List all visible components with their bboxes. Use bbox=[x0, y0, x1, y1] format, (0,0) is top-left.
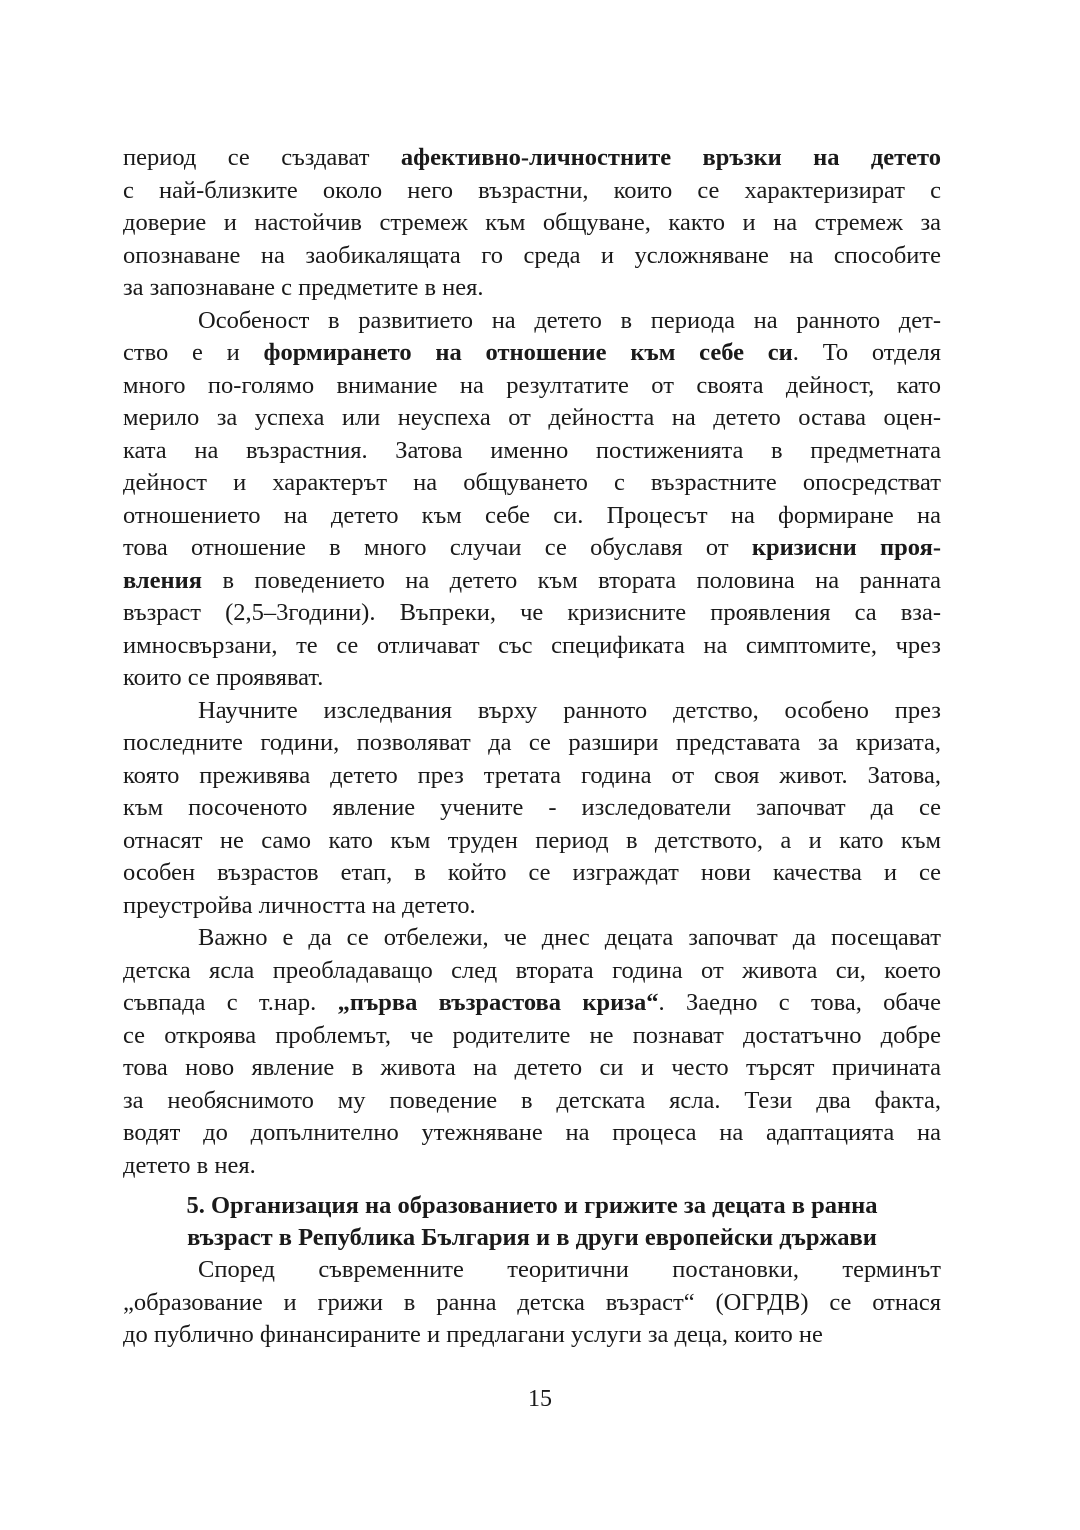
text-line bbox=[123, 467, 941, 500]
text-run: опознаване на заобикалящата го среда и усложняване на способите bbox=[123, 241, 941, 269]
text-run: към посоченото явление учените - изследователи започват да се bbox=[123, 794, 941, 821]
text-run: мерило за успеха или неуспеха от дейността на детето остава оцен- bbox=[123, 404, 941, 431]
text-line bbox=[123, 1319, 941, 1352]
bold-term: „първа възрастова криза“ bbox=[337, 989, 659, 1016]
text-run: детето в нея. bbox=[123, 1151, 256, 1179]
text-line bbox=[123, 1117, 941, 1150]
text-line bbox=[123, 825, 941, 858]
text-line bbox=[123, 597, 941, 630]
text-run: това отношение в много случаи се обуславя от bbox=[123, 534, 752, 561]
text-run: отнасят не само като към труден период в детството, а и като към bbox=[123, 826, 941, 854]
text-run: период се създават bbox=[123, 144, 401, 171]
text-run: доверие и настойчив стремеж към общуване, както и на стремеж за bbox=[123, 209, 941, 236]
text-line bbox=[123, 500, 941, 533]
bold-term: формирането на отношение към себе си bbox=[263, 339, 793, 366]
paragraph bbox=[123, 695, 941, 923]
text-line bbox=[123, 532, 941, 565]
text-run: които се проявяват. bbox=[123, 664, 324, 691]
text-line bbox=[123, 695, 941, 728]
text-run: . Заедно с това, обаче bbox=[658, 989, 941, 1016]
text-run: „образование и грижи в ранна детска възраст“ (ОГРДВ) се отнася bbox=[123, 1288, 941, 1316]
body-text bbox=[123, 142, 941, 1182]
text-line bbox=[123, 565, 941, 598]
text-line bbox=[123, 1287, 941, 1320]
text-run: водят до допълнително утежняване на процеса на адаптацията на bbox=[123, 1119, 941, 1146]
heading-line-2: възраст в Република България и в други европейски държави bbox=[187, 1224, 877, 1251]
text-line bbox=[123, 1052, 941, 1085]
text-line bbox=[123, 337, 941, 370]
text-run: с най-близките около него възрастни, които се характеризират с bbox=[123, 176, 941, 204]
page-number: 15 bbox=[528, 1386, 552, 1412]
text-line bbox=[123, 987, 941, 1020]
text-run: се откроява проблемът, че родителите не познават достатъчно добре bbox=[123, 1021, 941, 1049]
bold-term: вления bbox=[123, 566, 203, 594]
text-run: за запознаване с предметите в нея. bbox=[123, 274, 484, 301]
paragraph bbox=[123, 142, 941, 305]
text-line bbox=[123, 922, 941, 955]
text-run: за необяснимото му поведение в детската ясла. Тези два факта, bbox=[123, 1086, 941, 1114]
text-line bbox=[123, 435, 941, 468]
text-line bbox=[123, 630, 941, 663]
text-line bbox=[123, 857, 941, 890]
text-run: особен възрастов етап, в който се изграждат нови качества и се bbox=[123, 859, 941, 886]
text-run: ката на възрастния. Затова именно постиженията в предметната bbox=[123, 436, 941, 464]
text-run: Научните изследвания върху ранното детство, особено през bbox=[198, 696, 941, 724]
text-run: това ново явление в живота на детето си и често търсят причината bbox=[123, 1054, 941, 1081]
paragraph bbox=[123, 305, 941, 695]
text-line bbox=[123, 305, 941, 338]
text-line bbox=[123, 1085, 941, 1118]
text-run: много по-голямо внимание на резултатите от своята дейност, като bbox=[123, 371, 941, 399]
text-line bbox=[123, 207, 941, 240]
section-heading bbox=[123, 1190, 941, 1254]
text-line bbox=[123, 1254, 941, 1287]
text-run: до публично финансираните и предлагани услуги за деца, които не bbox=[123, 1321, 823, 1348]
text-run: съвпада с т.нар. bbox=[123, 989, 338, 1016]
text-run: преустройва личността на детето. bbox=[123, 891, 476, 919]
text-run: Особеност в развитието на детето в периода на ранното дет- bbox=[198, 306, 941, 334]
paragraph bbox=[123, 922, 941, 1182]
bold-term: афективно-личностните връзки на детето bbox=[400, 144, 942, 171]
text-run: в поведението на детето към втората половина на ранната bbox=[202, 566, 941, 594]
text-line bbox=[123, 370, 941, 403]
text-line bbox=[123, 272, 941, 305]
text-line bbox=[123, 1020, 941, 1053]
heading-line-1: 5. Организация на образованието и грижите за децата в ранна bbox=[186, 1192, 878, 1219]
text-line bbox=[123, 727, 941, 760]
text-run: отношението на детето към себе си. Процесът на формиране на bbox=[123, 501, 941, 529]
text-line bbox=[123, 175, 941, 208]
text-line bbox=[123, 955, 941, 988]
text-line bbox=[123, 792, 941, 825]
text-run: възраст (2,5–3години). Въпреки, че кризисните проявления са вза- bbox=[123, 599, 941, 626]
text-line bbox=[123, 402, 941, 435]
text-run: последните години, позволяват да се разшири представата за кризата, bbox=[123, 729, 941, 756]
text-run: . То отделя bbox=[792, 339, 941, 366]
text-run: имносвързани, те се отличават със спецификата на симптомите, чрез bbox=[123, 631, 941, 659]
text-run: ство е и bbox=[123, 339, 264, 366]
text-line bbox=[123, 1150, 941, 1183]
text-run: дейност и характерът на общуването с възрастните опосредстват bbox=[123, 469, 941, 496]
text-line bbox=[123, 240, 941, 273]
text-run: Важно е да се отбележи, че днес децата започват да посещават bbox=[198, 924, 941, 951]
text-run: която преживява детето през третата година от своя живот. Затова, bbox=[123, 761, 941, 789]
section-intro-paragraph bbox=[123, 1254, 941, 1352]
text-run: детска ясла преобладаващо след втората година от живота си, което bbox=[123, 956, 941, 984]
bold-term: кризисни проя- bbox=[751, 534, 941, 561]
text-line bbox=[123, 890, 941, 923]
page-body bbox=[123, 142, 941, 1352]
text-line bbox=[123, 662, 941, 695]
text-line bbox=[123, 142, 941, 175]
text-line bbox=[123, 760, 941, 793]
paragraph bbox=[123, 1254, 941, 1352]
text-run: Според съвременните теоритични постановки, терминът bbox=[198, 1256, 941, 1283]
